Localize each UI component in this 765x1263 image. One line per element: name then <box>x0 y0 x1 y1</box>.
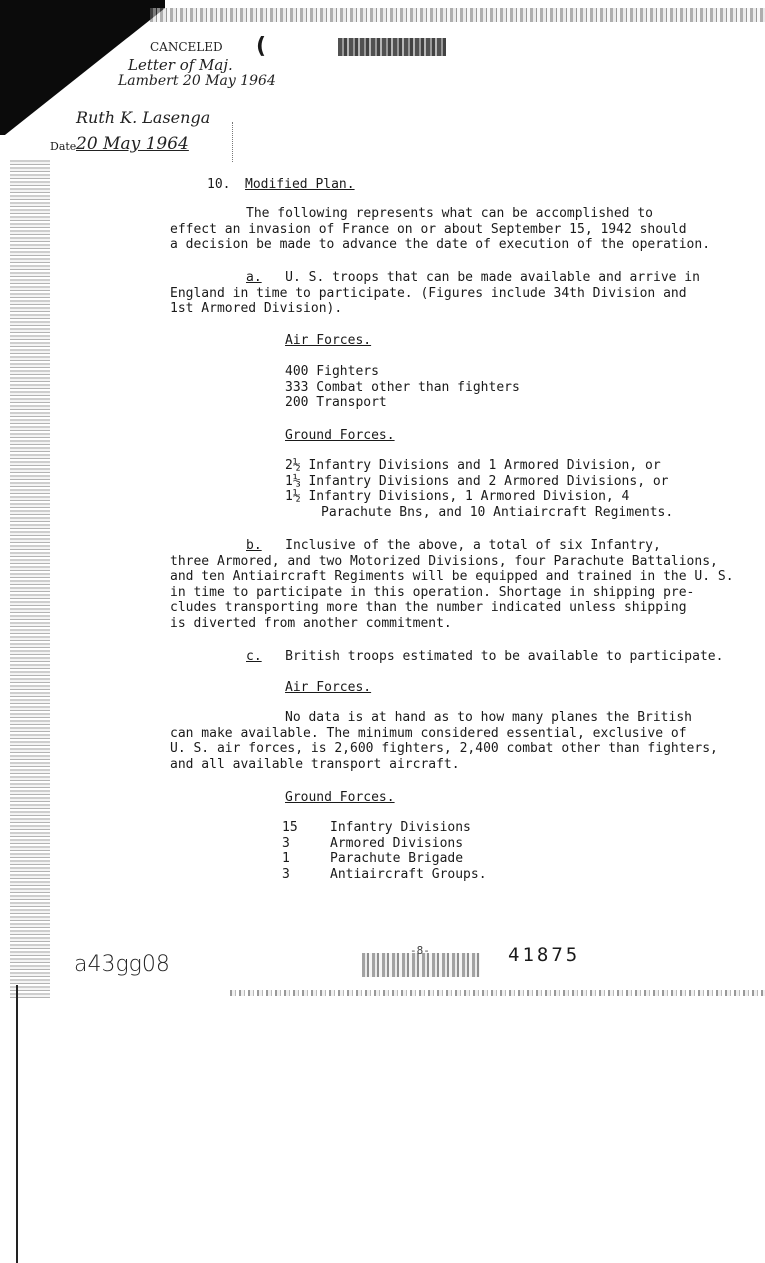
intro-paragraph <box>170 206 710 253</box>
table-row <box>282 851 487 867</box>
stamp-date: 20 May 1964 <box>76 134 189 154</box>
row-unit: Parachute Brigade <box>330 851 464 866</box>
row-count: 1 <box>282 851 290 866</box>
item-a-line: 1st Armored Division). <box>170 301 343 316</box>
item-c <box>246 649 723 664</box>
table-row <box>282 820 487 836</box>
section-title: Modified Plan. <box>245 177 355 192</box>
stamp-date-label: Date <box>50 140 77 153</box>
item-b-line: is diverted from another commitment. <box>170 615 452 631</box>
document-number: 41875 <box>508 944 581 966</box>
row-unit: Infantry Divisions <box>330 820 471 835</box>
item-b-line: Inclusive of the above, a total of six Infantry, <box>285 538 661 553</box>
scan-left-line <box>16 985 18 1263</box>
item-c-text: British troops estimated to be available to participate. <box>285 649 724 664</box>
a-air-list <box>285 364 520 411</box>
list-item: Parachute Bns, and 10 Antiaircraft Regiments. <box>321 504 674 520</box>
item-b-line: in time to participate in this operation. Shortage in shipping pre- <box>170 584 695 600</box>
item-c-marker: c. <box>246 649 262 664</box>
c-ground-heading: Ground Forces. <box>285 790 395 805</box>
item-a-line: England in time to participate. (Figures include 34th Division and <box>170 285 687 301</box>
item-b-line: three Armored, and two Motorized Divisions, four Parachute Battalions, <box>170 553 718 569</box>
section-number: 10. <box>207 177 231 192</box>
row-count: 15 <box>282 820 298 835</box>
list-item: 2½ Infantry Divisions and 1 Armored Division, or <box>285 458 661 473</box>
page-number: -8- <box>410 944 430 957</box>
item-b-marker: b. <box>246 538 262 553</box>
c-air-paragraph <box>170 710 718 772</box>
c-air-line: No data is at hand as to how many planes the British <box>285 710 692 725</box>
item-b <box>170 538 734 631</box>
list-item: 200 Transport <box>285 395 387 410</box>
table-row <box>282 836 487 852</box>
row-unit: Armored Divisions <box>330 835 464 851</box>
table-row <box>282 867 487 883</box>
archive-number: a43gg08 <box>74 952 170 977</box>
list-item: 1½ Infantry Divisions, 1 Armored Division, 4 <box>285 489 630 504</box>
c-air-line: can make available. The minimum considered essential, exclusive of <box>170 725 687 741</box>
intro-line: effect an invasion of France on or about September 15, 1942 should <box>170 221 687 237</box>
item-a-line: U. S. troops that can be made available and arrive in <box>285 270 700 285</box>
scan-top-edge <box>150 8 765 22</box>
paren-mark: ( <box>256 34 267 59</box>
item-b-line: and ten Antiaircraft Regiments will be equipped and trained in the U. S. <box>170 569 734 584</box>
row-count: 3 <box>282 866 290 882</box>
stamp-authority-line2: Lambert 20 May 1964 <box>118 73 276 89</box>
item-a-marker: a. <box>246 270 262 285</box>
list-item: 333 Combat other than fighters <box>285 379 520 395</box>
c-air-heading: Air Forces. <box>285 680 372 695</box>
item-a <box>170 270 700 317</box>
stamp-border <box>232 122 234 162</box>
row-count: 3 <box>282 835 290 851</box>
stamp-authority-line1: Letter of Maj. <box>128 56 233 74</box>
scan-left-edge <box>10 160 50 1000</box>
item-b-line: cludes transporting more than the number indicated unless shipping <box>170 600 687 615</box>
list-item: 400 Fighters <box>285 364 379 379</box>
c-air-line: U. S. air forces, is 2,600 fighters, 2,400 combat other than fighters, <box>170 741 718 756</box>
classification-mark <box>338 38 446 56</box>
c-ground-table <box>282 820 487 882</box>
scan-bottom-edge <box>230 990 765 996</box>
stamp-status: CANCELED <box>150 40 223 54</box>
intro-line: a decision be made to advance the date of execution of the operation. <box>170 237 711 252</box>
a-ground-heading: Ground Forces. <box>285 428 395 443</box>
c-air-line: and all available transport aircraft. <box>170 756 460 772</box>
list-item: 1⅓ Infantry Divisions and 2 Armored Divisions, or <box>285 473 669 489</box>
a-ground-list <box>285 458 673 520</box>
stamp-signature: Ruth K. Lasenga <box>76 108 211 127</box>
intro-line: The following represents what can be accomplished to <box>246 206 653 221</box>
a-air-heading: Air Forces. <box>285 333 372 348</box>
row-unit: Antiaircraft Groups. <box>330 866 487 882</box>
